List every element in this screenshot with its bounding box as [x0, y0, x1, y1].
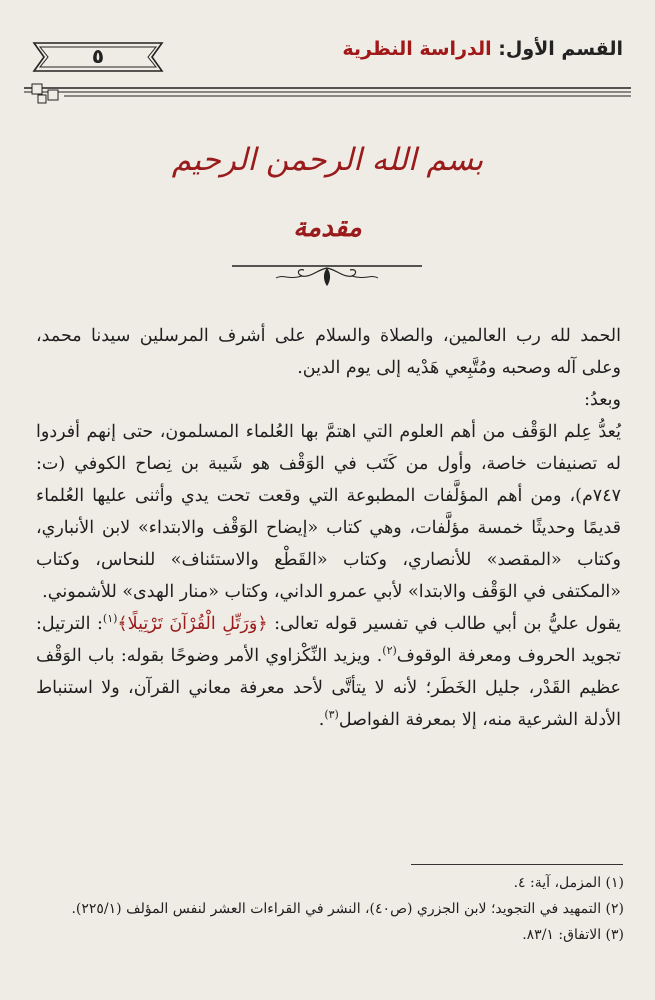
basmala-calligraphy: بسم الله الرحمن الرحيم — [171, 142, 484, 178]
paragraph-main: يُعدُّ عِلم الوَقْف من أهم العلوم التي اهتمَّ بها العُلماء المسلمون، حتى إنهم أفردوا له تصنيفات خاصة، وأول من كَتَب في الوَقْف هو شَيبة بن نِصاح الكوفي (ت: ٧٤٧م)، ومن أهم المؤلَّفات المطبوعة التي وقعت تحت يدي وأثنى عليها العُلماء قديمًا وحديثًا خمسة مؤلَّفات، وهي كتاب «إيضاح الوَقْف والابتداء» لابن الأنباري، وكتاب «المقصد» للأنصاري، وكتاب «القَطْع والاستئناف» للنحاس، وكتاب «المكتفى في الوَقْف والابتدا» لأبي عمرو الداني، وكتاب «منار الهدى» للأشموني. — [36, 422, 621, 602]
page-number-badge — [32, 40, 164, 74]
quran-verse: ﴿وَرَتِّلِ الْقُرْآنَ تَرْتِيلًا﴾ — [117, 614, 268, 634]
paragraph-opening: الحمد لله رب العالمين، والصلاة والسلام على أشرف المرسلين سيدنا محمد، وعلى آله وصحبه ومُتَّبِعي هَدْيه إلى يوم الدين. — [36, 326, 621, 378]
footnote-3: (٣) الاتفاق: ٨٣/١. — [522, 927, 624, 943]
transition-heading: وبعدُ: — [584, 390, 621, 410]
footnote-ref-3[interactable]: (٣) — [324, 708, 339, 722]
ornament-divider-icon — [232, 256, 422, 290]
footnote-1: (١) المزمل، آية: ٤. — [513, 875, 624, 891]
quote-middle: : الترتيل: تجويد الحروف ومعرفة الوقوف — [36, 614, 621, 666]
footnote-ref-1[interactable]: (١) — [102, 612, 118, 626]
paragraph-quote — [36, 608, 621, 736]
footnotes — [34, 870, 624, 948]
quote-close: . — [318, 710, 325, 730]
footnote-ref-2[interactable]: (٢) — [382, 644, 397, 658]
quote-end: . ويزيد النِّكْزاوي الأمر وضوحًا بقوله: باب الوَقْف عظيم القَدْر، جليل الخَطَر؛ لأنه لا يتأتَّى لأحد معرفة معاني القرآن، ولا استنباط الأدلة الشرعية منه، إلا بمعرفة الفواصل — [36, 646, 621, 730]
page-number: ٥ — [91, 44, 105, 68]
quote-intro: يقول عليُّ بن أبي طالب في تفسير قوله تعالى: — [274, 614, 621, 634]
part-title: الدراسة النظرية — [342, 38, 492, 60]
section-title: مقدمة — [293, 213, 362, 243]
footnote-2: (٢) التمهيد في التجويد؛ لابن الجزري (ص٤٠)، النشر في القراءات العشر لنفس المؤلف (٢٢٥/١). — [71, 901, 624, 917]
part-label: القسم الأول: — [498, 38, 623, 60]
header-divider — [24, 82, 631, 106]
running-header — [342, 38, 623, 60]
body-text — [36, 320, 621, 736]
footnote-separator — [411, 864, 623, 865]
